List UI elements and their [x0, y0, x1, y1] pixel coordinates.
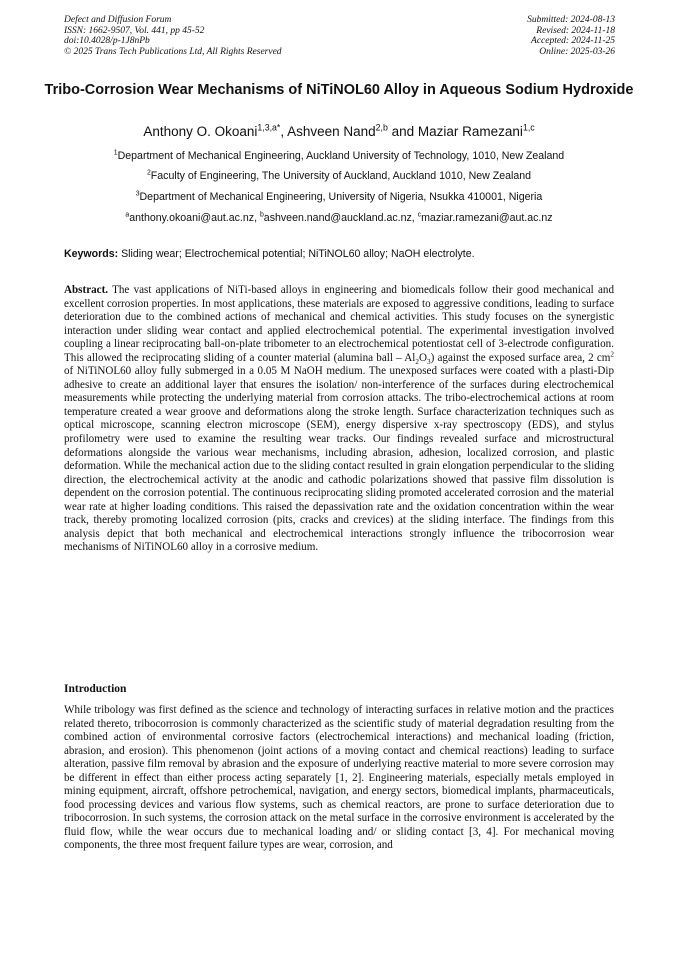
author-separator: ,: [280, 124, 288, 139]
journal-name: Defect and Diffusion Forum: [64, 15, 172, 25]
author-affil-sup: 2,b: [375, 122, 388, 133]
email-link[interactable]: ashveen.nand@auckland.ac.nz,: [263, 212, 418, 224]
doi: doi:10.4028/p-1J8nPb: [64, 36, 150, 47]
affiliation-2: [20, 170, 658, 183]
abstract-label: Abstract.: [64, 284, 109, 296]
affiliation-text: Faculty of Engineering, The University of Auckland, Auckland 1010, New Zealand: [150, 170, 532, 182]
author-name: Anthony O. Okoani: [143, 124, 258, 139]
author-name: Ashveen Nand: [287, 124, 376, 139]
date-submitted: Submitted: 2024-08-13: [527, 15, 615, 25]
keywords-text: Sliding wear; Electrochemical potential; NiTiNOL60 alloy; NaOH electrolyte.: [118, 248, 475, 260]
email-sup: c: [417, 211, 422, 219]
paper-title: Tribo-Corrosion Wear Mechanisms of NiTiNOL60 Alloy in Aqueous Sodium Hydroxide: [44, 82, 634, 98]
formula-subscript: 3: [427, 357, 431, 366]
author-affil-sup: 1,c: [522, 122, 535, 133]
email-link[interactable]: anthony.okoani@aut.ac.nz,: [129, 212, 260, 224]
copyright: © 2025 Trans Tech Publications Ltd, All Rights Reserved: [64, 46, 282, 57]
email-sup: a: [125, 211, 130, 219]
author-name: Maziar Ramezani: [417, 124, 523, 139]
email-sup: b: [259, 211, 264, 219]
date-revised: Revised: 2024-11-18: [536, 25, 615, 36]
author-separator: and: [387, 124, 418, 139]
author-list: [20, 124, 658, 140]
email-link[interactable]: maziar.ramezani@aut.ac.nz: [421, 212, 553, 224]
keywords-label: Keywords:: [64, 248, 119, 260]
affiliation-1: [20, 150, 658, 163]
abstract-text: The vast applications of NiTi-based alloys in engineering and biomedicals follow their good mechanical and excellent corrosion properties. In most applications, these materials are exposed to aggressive conditions, leading to surface deterioration due to the combined actions of mechanical and chemical activities. This study focuses on the synergistic interaction under sliding wear contact and applied electrochemical potential. The experimental investigation involved coupling a linear reciprocating ball-on-plate tribometer to an electrochemical potentiostat cell of 3-electrode configuration. This allowed the reciprocating sliding of a counter material (alumina ball – Al: [64, 284, 614, 364]
journal-info: [64, 15, 282, 57]
affiliation-text: Department of Mechanical Engineering, University of Nigeria, Nsukka 410001, Nigeria: [139, 191, 543, 203]
author-affil-sup: 1,3,a*: [257, 122, 281, 133]
formula-subscript: 2: [415, 357, 419, 366]
section-heading-introduction: Introduction: [64, 683, 127, 695]
abstract: [64, 284, 614, 555]
publication-dates: [527, 15, 615, 57]
abstract-text: ) against the exposed surface area, 2 cm: [430, 351, 611, 364]
introduction-text: While tribology was first defined as the science and technology of interacting surfaces in relative motion and the practices related thereto, tribocorrosion is commonly characterized as the scientific study of material degradation resulting from the combined action of environmental corrosive factors (electrochemical interactions) and mechanical loading (friction, abrasion, and erosion). This phenomenon (joint actions of a moving contact and chemical reactions) leading to surface alteration, passive film removal by abrasion and the exposure of underlying reactive material to more severe corrosion may be different in effect than either process acting separately [1, 2]. Engineering materials, especially metals employed in mining equipment, aircraft, offshore petrochemical, navigation, and energy sectors, biomedical implants, pharmaceuticals, food processing devices and various flow systems, such as chemical reactors, are prone to surface deterioration due to tribocorrosion. In such systems, the corrosion attack on the metal surface in the corrosive environment is accelerated by the fluid flow, while the wear occurs due to mechanical loading and/ or sliding contact [3, 4]. For mechanical moving components, the three most frequent failure types are wear, corrosion, and: [64, 704, 614, 852]
affiliation-sup: 1: [113, 149, 118, 157]
affiliation-sup: 2: [146, 169, 151, 177]
issn: ISSN: 1662-9507, Vol. 441, pp 45-52: [64, 25, 205, 36]
affiliation-3: [20, 191, 658, 204]
abstract-text: of NiTiNOL60 alloy fully submerged in a 0.05 M NaOH medium. The unexposed surfaces were coated with a plasti-Dip adhesive to create an additional layer that ensures the isolation/ non-interference of the surfaces during electrochemical measurements while protecting the underlying material from corrosion attacks. The tribo-electrochemical actions at room temperature created a wear groove and deformations along the stroke length. Surface characterization techniques such as optical microscope, scanning electron microscope (SEM), energy dispersive x-ray spectroscopy (EDS), and stylus profilometry were used to examine the resulting wear tracks. Our findings revealed surface and microstructural deformations alongside the various wear mechanisms, including abrasion, adhesion, localized corrosion, and plastic deformation. While the mechanical action due to the sliding contact resulted in grain elongation perpendicular to the sliding direction, the electrochemical activity at the anodic and cathodic polarizations showed that passive film dissolution is dependent on the corrosion potential. The continuous reciprocating sliding promoted accelerated corrosion and the material wear rate at higher loading conditions. This raised the depassivation rate and the oxidation concentration within the wear track, thereby promoting localized corrosion (pits, cracks and crevices) at the sliding interface. The findings from this analysis depict that both mechanical and electrochemical interactions strongly influence the tribocorrosion wear mechanisms of NiTiNOL60 alloy in a corrosive medium.: [64, 365, 614, 554]
date-online: Online: 2025-03-26: [539, 46, 615, 57]
affiliation-sup: 3: [135, 190, 140, 198]
keywords: [64, 248, 614, 261]
formula-text: O: [418, 351, 427, 364]
affiliation-text: Department of Mechanical Engineering, Auckland University of Technology, 1010, New Zealand: [117, 150, 565, 162]
author-emails: [20, 212, 658, 225]
unit-superscript: 2: [610, 350, 614, 359]
date-accepted: Accepted: 2024-11-25: [531, 36, 615, 47]
